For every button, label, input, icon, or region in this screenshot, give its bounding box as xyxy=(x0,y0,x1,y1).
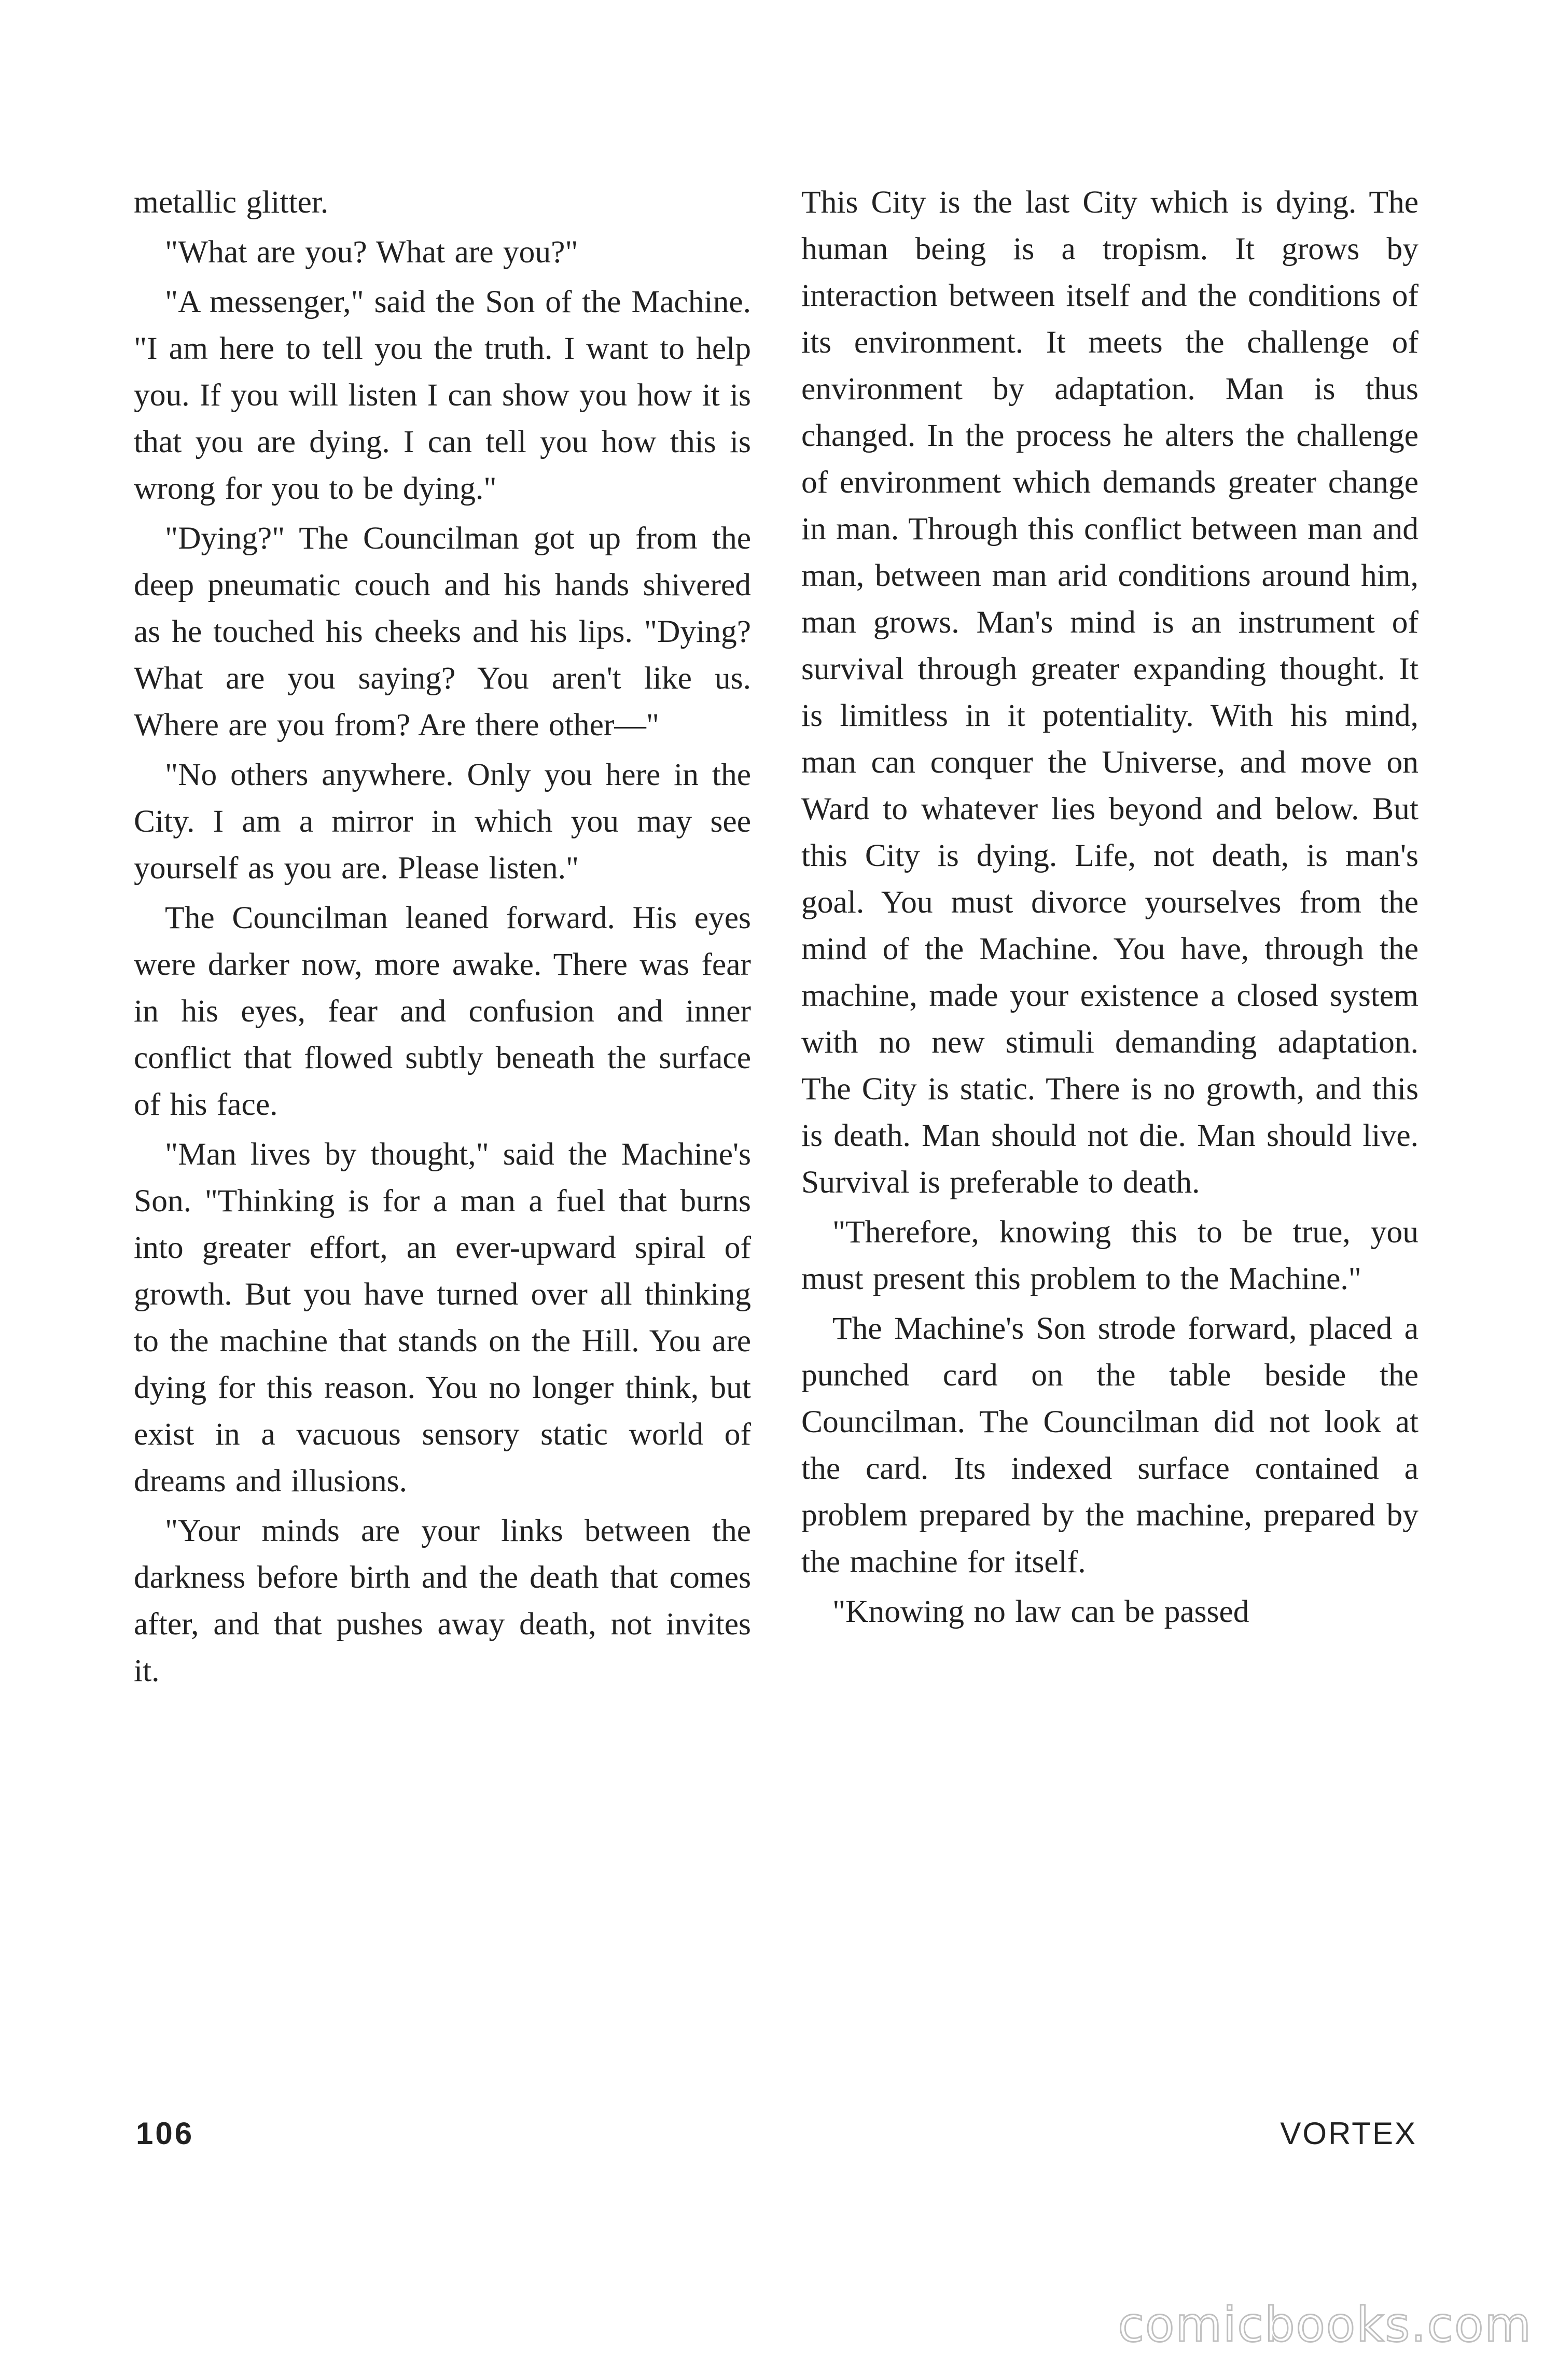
paragraph: "Knowing no law can be passed xyxy=(832,1594,1249,1629)
page-number: 106 xyxy=(136,2116,194,2151)
magazine-title: VORTEX xyxy=(1280,2116,1417,2151)
paragraph: The Councilman leaned forward. His eyes were darker now, more awake. There was fear in his eyes, fear and confusion and inner conflict that flowed subtly beneath the surface of his face. xyxy=(134,900,751,1122)
paragraph: The Machine's Son strode forward, placed a punched card on the table beside the Councilman. The Councilman did not look at the card. Its indexed surface contained a problem prepared by the machine, prepared by the machine for itself. xyxy=(801,1311,1418,1579)
paragraph: "Your minds are your links between the darkness before birth and the death that comes after, and that pushes away death, not invites it. xyxy=(134,1513,751,1688)
paragraph: "Therefore, knowing this to be true, you must present this problem to the Machine." xyxy=(801,1214,1418,1296)
left-text-column xyxy=(134,179,751,1697)
paragraph: "Dying?" The Councilman got up from the deep pneumatic couch and his hands shivered as he touched his cheeks and his lips. "Dying? What are you saying? You aren't like us. Where are you from? Are there other—" xyxy=(134,521,751,743)
site-watermark: comicbooks.com xyxy=(1118,2297,1532,2353)
paragraph: "What are you? What are you?" xyxy=(165,234,578,270)
paragraph: metallic glitter. xyxy=(134,185,329,220)
paragraph: This City is the last City which is dying. The human being is a tropism. It grows by interaction between itself and the conditions of its environment. It meets the challenge of environment by adaptation. Man is thus changed. In the process he alters the challenge of environment which demands greater change in man. Through this conflict between man and man, between man arid conditions around him, man grows. Man's mind is an instrument of survival through greater expanding thought. It is limitless in it potentiality. With his mind, man can conquer the Universe, and move on Ward to whatever lies beyond and below. But this City is dying. Life, not death, is man's goal. You must divorce yourselves from the mind of the Machine. You have, through the machine, made your existence a closed system with no new stimuli demanding adaptation. The City is static. There is no growth, and this is death. Man should not die. Man should live. Survival is preferable to death. xyxy=(801,185,1418,1200)
paragraph: "No others anywhere. Only you here in the City. I am a mirror in which you may see yourself as you are. Please listen." xyxy=(134,757,751,886)
right-text-column xyxy=(801,179,1418,1638)
paragraph: "A messenger," said the Son of the Machine. "I am here to tell you the truth. I want to help you. If you will listen I can show you how it is that you are dying. I can tell you how this is wrong for you to be dying." xyxy=(134,284,751,506)
paragraph: "Man lives by thought," said the Machine's Son. "Thinking is for a man a fuel that burns into greater effort, an ever-upward spiral of growth. But you have turned over all thinking to the machine that stands on the Hill. You are dying for this reason. You no longer think, but exist in a vacuous sensory static world of dreams and illusions. xyxy=(134,1137,751,1499)
